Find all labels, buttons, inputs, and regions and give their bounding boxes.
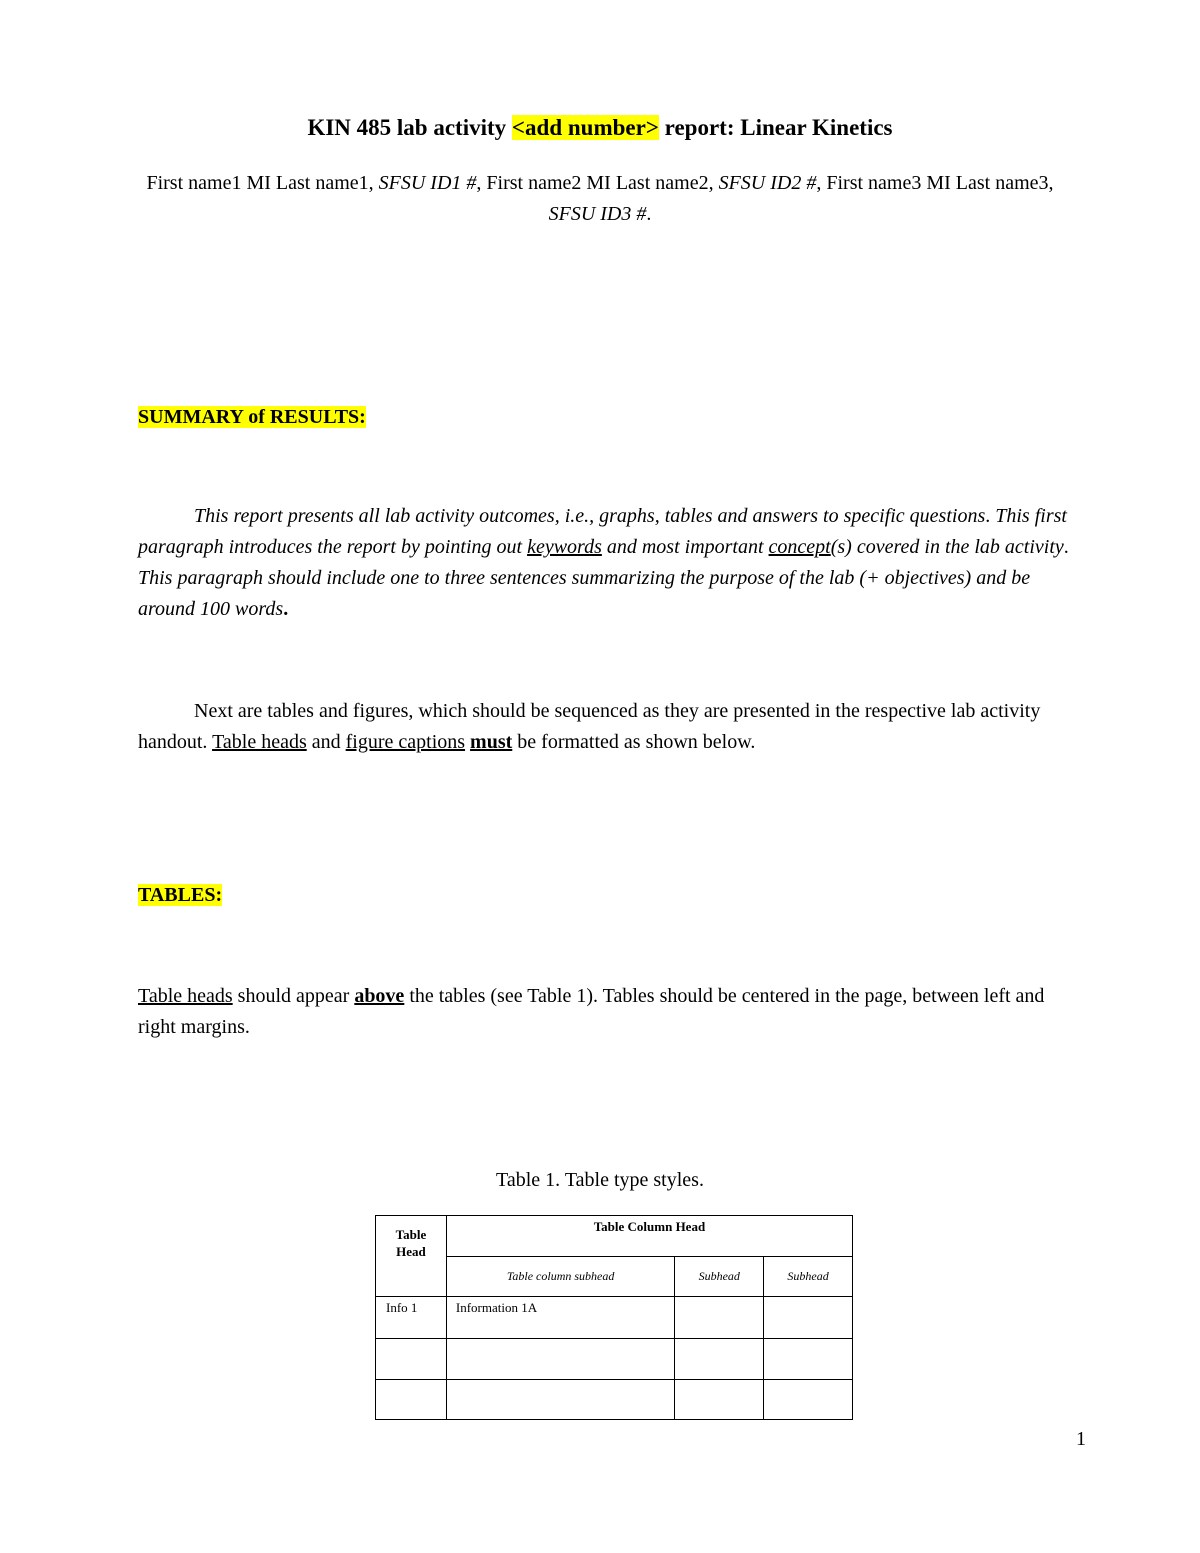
author-3-name: , First name3 MI Last name3, (816, 172, 1054, 194)
author-3-id: SFSU ID3 # (548, 203, 647, 225)
table-subhead-1: Table column subhead (506, 1269, 615, 1283)
table-row (376, 1380, 853, 1420)
tables-para-above: above (354, 985, 405, 1007)
next-figure-captions: figure captions (345, 731, 466, 753)
intro-period-3: . (283, 598, 289, 620)
table-cell (764, 1297, 853, 1339)
table-cell (675, 1339, 764, 1380)
intro-period-2: . (1063, 536, 1069, 558)
summary-heading (138, 403, 366, 431)
table-subhead-3: Subhead (787, 1269, 829, 1283)
table-cell (376, 1339, 447, 1380)
author-line-end: . (646, 203, 652, 225)
intro-sentence-5: This paragraph should include one to three sentences summarizing the purpose of the lab (+ objectives) and be around 100 words (138, 567, 1031, 620)
next-paragraph (138, 696, 1082, 758)
table-cell (675, 1297, 764, 1339)
table-subhead-row (376, 1257, 853, 1297)
author-2-id: SFSU ID2 # (718, 172, 817, 194)
next-and: and (306, 731, 346, 753)
table-column-head-label: Table Column Head (593, 1219, 706, 1234)
table-cell (446, 1380, 674, 1420)
title-placeholder: <add number> (511, 115, 659, 140)
intro-sentence-2: This first paragraph introduces the report by pointing out (138, 505, 1067, 558)
intro-keywords: keywords (527, 536, 602, 558)
author-1-id: SFSU ID1 # (378, 172, 477, 194)
report-title (0, 113, 1200, 143)
table-cell (675, 1380, 764, 1420)
page-number: 1 (1076, 1428, 1086, 1450)
table-head-label: Table Head (395, 1227, 427, 1259)
tables-para-sentence-2: the tables (see Table 1). Tables should be centered in the page, between left and right margins. (138, 985, 1045, 1038)
next-must: must (470, 731, 513, 753)
tables-paragraph (138, 981, 1082, 1043)
table-1 (375, 1215, 853, 1420)
table-cell (446, 1339, 674, 1380)
tables-heading (138, 881, 222, 909)
next-sentence-end: be formatted as shown below. (512, 731, 756, 753)
table-cell (376, 1297, 447, 1339)
next-sentence-1: Next are tables and figures, which should be sequenced as they are presented in the respective lab activity handout. (138, 700, 1041, 753)
table-column-head-cell (446, 1216, 852, 1257)
table-cell (446, 1297, 674, 1339)
table-1-caption: Table 1. Table type styles. (496, 1169, 704, 1191)
author-2-name: , First name2 MI Last name2, (476, 172, 719, 194)
tables-heading-text: TABLES: (138, 884, 223, 906)
table-subhead-cell (446, 1257, 674, 1297)
title-suffix: report: Linear Kinetics (658, 115, 893, 140)
intro-sentence-3: and most important (601, 536, 769, 558)
tables-para-table-heads: Table heads (138, 985, 233, 1007)
table-subhead-2: Subhead (698, 1269, 740, 1283)
table-header-row (376, 1216, 853, 1257)
intro-period-1: . (985, 505, 991, 527)
title-prefix: KIN 485 lab activity (307, 115, 512, 140)
table-subhead-cell (675, 1257, 764, 1297)
intro-sentence-4: (s) covered in the lab activity (830, 536, 1064, 558)
next-table-heads: Table heads (212, 731, 307, 753)
summary-heading-text: SUMMARY of RESULTS: (138, 406, 366, 428)
table-cell-text: Info 1 (386, 1300, 418, 1315)
summary-intro-paragraph (138, 501, 1082, 625)
intro-concept: concept (768, 536, 831, 558)
author-line (138, 168, 1062, 230)
table-row (376, 1339, 853, 1380)
table-cell (764, 1380, 853, 1420)
table-cell (376, 1380, 447, 1420)
intro-sentence-1: This report presents all lab activity outcomes, i.e., graphs, tables and answers to specific questions (194, 505, 986, 527)
table-cell-text: Information 1A (455, 1300, 538, 1315)
table-subhead-cell (764, 1257, 853, 1297)
tables-para-sentence-1: should appear (232, 985, 355, 1007)
table-cell (764, 1339, 853, 1380)
table-head-cell (376, 1216, 447, 1297)
author-1-name: First name1 MI Last name1, (146, 172, 379, 194)
table-row (376, 1297, 853, 1339)
